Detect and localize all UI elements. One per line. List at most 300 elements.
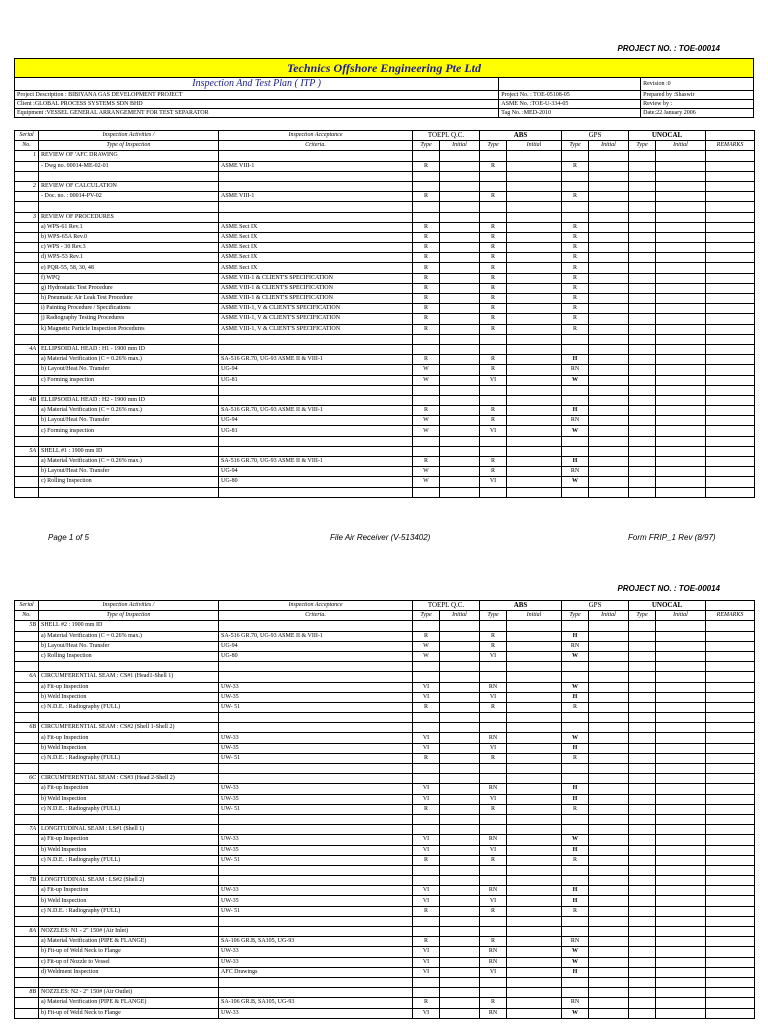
unocal-initial[interactable]	[656, 324, 706, 334]
abs-initial[interactable]	[507, 161, 562, 171]
gps-initial[interactable]	[589, 212, 629, 222]
unocal-initial[interactable]	[656, 743, 706, 753]
unocal-initial[interactable]	[656, 977, 706, 987]
remarks[interactable]	[706, 151, 755, 161]
unocal-initial[interactable]	[656, 937, 706, 947]
gps-initial[interactable]	[589, 672, 629, 682]
toepl-initial[interactable]	[440, 927, 480, 937]
abs-initial[interactable]	[507, 825, 562, 835]
abs-initial[interactable]	[507, 151, 562, 161]
remarks[interactable]	[706, 977, 755, 987]
abs-initial[interactable]	[507, 886, 562, 896]
remarks[interactable]	[706, 967, 755, 977]
gps-initial[interactable]	[589, 723, 629, 733]
remarks[interactable]	[706, 232, 755, 242]
toepl-initial[interactable]	[440, 192, 480, 202]
unocal-initial[interactable]	[656, 192, 706, 202]
remarks[interactable]	[706, 426, 755, 436]
toepl-initial[interactable]	[440, 631, 480, 641]
gps-initial[interactable]	[589, 375, 629, 385]
abs-initial[interactable]	[507, 927, 562, 937]
abs-initial[interactable]	[507, 487, 562, 497]
abs-initial[interactable]	[507, 304, 562, 314]
abs-initial[interactable]	[507, 814, 562, 824]
remarks[interactable]	[706, 804, 755, 814]
unocal-initial[interactable]	[656, 896, 706, 906]
unocal-initial[interactable]	[656, 467, 706, 477]
unocal-initial[interactable]	[656, 253, 706, 263]
remarks[interactable]	[706, 682, 755, 692]
toepl-initial[interactable]	[440, 161, 480, 171]
toepl-initial[interactable]	[440, 916, 480, 926]
toepl-initial[interactable]	[440, 641, 480, 651]
toepl-initial[interactable]	[440, 416, 480, 426]
abs-initial[interactable]	[507, 692, 562, 702]
abs-initial[interactable]	[507, 477, 562, 487]
toepl-initial[interactable]	[440, 794, 480, 804]
gps-initial[interactable]	[589, 263, 629, 273]
remarks[interactable]	[706, 192, 755, 202]
gps-initial[interactable]	[589, 916, 629, 926]
gps-initial[interactable]	[589, 651, 629, 661]
toepl-initial[interactable]	[440, 804, 480, 814]
unocal-initial[interactable]	[656, 845, 706, 855]
abs-initial[interactable]	[507, 916, 562, 926]
abs-initial[interactable]	[507, 426, 562, 436]
toepl-initial[interactable]	[440, 222, 480, 232]
unocal-initial[interactable]	[656, 753, 706, 763]
toepl-initial[interactable]	[440, 672, 480, 682]
gps-initial[interactable]	[589, 283, 629, 293]
abs-initial[interactable]	[507, 804, 562, 814]
abs-initial[interactable]	[507, 457, 562, 467]
unocal-initial[interactable]	[656, 692, 706, 702]
toepl-initial[interactable]	[440, 263, 480, 273]
gps-initial[interactable]	[589, 794, 629, 804]
gps-initial[interactable]	[589, 253, 629, 263]
abs-initial[interactable]	[507, 324, 562, 334]
gps-initial[interactable]	[589, 977, 629, 987]
gps-initial[interactable]	[589, 774, 629, 784]
toepl-initial[interactable]	[440, 753, 480, 763]
gps-initial[interactable]	[589, 192, 629, 202]
remarks[interactable]	[706, 937, 755, 947]
unocal-initial[interactable]	[656, 723, 706, 733]
remarks[interactable]	[706, 385, 755, 395]
abs-initial[interactable]	[507, 784, 562, 794]
unocal-initial[interactable]	[656, 631, 706, 641]
remarks[interactable]	[706, 947, 755, 957]
toepl-initial[interactable]	[440, 202, 480, 212]
toepl-initial[interactable]	[440, 334, 480, 344]
gps-initial[interactable]	[589, 855, 629, 865]
abs-initial[interactable]	[507, 641, 562, 651]
gps-initial[interactable]	[589, 713, 629, 723]
abs-initial[interactable]	[507, 232, 562, 242]
unocal-initial[interactable]	[656, 294, 706, 304]
unocal-initial[interactable]	[656, 1008, 706, 1018]
toepl-initial[interactable]	[440, 385, 480, 395]
unocal-initial[interactable]	[656, 416, 706, 426]
gps-initial[interactable]	[589, 896, 629, 906]
unocal-initial[interactable]	[656, 344, 706, 354]
toepl-initial[interactable]	[440, 865, 480, 875]
abs-initial[interactable]	[507, 294, 562, 304]
remarks[interactable]	[706, 662, 755, 672]
abs-initial[interactable]	[507, 1008, 562, 1018]
gps-initial[interactable]	[589, 876, 629, 886]
abs-initial[interactable]	[507, 753, 562, 763]
remarks[interactable]	[706, 355, 755, 365]
abs-initial[interactable]	[507, 855, 562, 865]
remarks[interactable]	[706, 416, 755, 426]
abs-initial[interactable]	[507, 365, 562, 375]
remarks[interactable]	[706, 446, 755, 456]
toepl-initial[interactable]	[440, 876, 480, 886]
unocal-initial[interactable]	[656, 212, 706, 222]
gps-initial[interactable]	[589, 753, 629, 763]
gps-initial[interactable]	[589, 957, 629, 967]
remarks[interactable]	[706, 774, 755, 784]
abs-initial[interactable]	[507, 621, 562, 631]
unocal-initial[interactable]	[656, 672, 706, 682]
unocal-initial[interactable]	[656, 314, 706, 324]
remarks[interactable]	[706, 896, 755, 906]
remarks[interactable]	[706, 365, 755, 375]
remarks[interactable]	[706, 865, 755, 875]
toepl-initial[interactable]	[440, 344, 480, 354]
abs-initial[interactable]	[507, 395, 562, 405]
remarks[interactable]	[706, 814, 755, 824]
remarks[interactable]	[706, 334, 755, 344]
remarks[interactable]	[706, 988, 755, 998]
toepl-initial[interactable]	[440, 845, 480, 855]
toepl-initial[interactable]	[440, 487, 480, 497]
unocal-initial[interactable]	[656, 713, 706, 723]
gps-initial[interactable]	[589, 743, 629, 753]
gps-initial[interactable]	[589, 416, 629, 426]
abs-initial[interactable]	[507, 416, 562, 426]
gps-initial[interactable]	[589, 784, 629, 794]
abs-initial[interactable]	[507, 651, 562, 661]
toepl-initial[interactable]	[440, 713, 480, 723]
abs-initial[interactable]	[507, 937, 562, 947]
abs-initial[interactable]	[507, 876, 562, 886]
unocal-initial[interactable]	[656, 202, 706, 212]
toepl-initial[interactable]	[440, 436, 480, 446]
remarks[interactable]	[706, 243, 755, 253]
abs-initial[interactable]	[507, 222, 562, 232]
remarks[interactable]	[706, 794, 755, 804]
toepl-initial[interactable]	[440, 457, 480, 467]
gps-initial[interactable]	[589, 621, 629, 631]
remarks[interactable]	[706, 825, 755, 835]
remarks[interactable]	[706, 253, 755, 263]
gps-initial[interactable]	[589, 334, 629, 344]
remarks[interactable]	[706, 273, 755, 283]
remarks[interactable]	[706, 283, 755, 293]
abs-initial[interactable]	[507, 774, 562, 784]
unocal-initial[interactable]	[656, 232, 706, 242]
toepl-initial[interactable]	[440, 784, 480, 794]
gps-initial[interactable]	[589, 865, 629, 875]
unocal-initial[interactable]	[656, 957, 706, 967]
gps-initial[interactable]	[589, 243, 629, 253]
remarks[interactable]	[706, 702, 755, 712]
remarks[interactable]	[706, 631, 755, 641]
remarks[interactable]	[706, 161, 755, 171]
unocal-initial[interactable]	[656, 927, 706, 937]
toepl-initial[interactable]	[440, 426, 480, 436]
toepl-initial[interactable]	[440, 662, 480, 672]
unocal-initial[interactable]	[656, 385, 706, 395]
remarks[interactable]	[706, 723, 755, 733]
abs-initial[interactable]	[507, 672, 562, 682]
gps-initial[interactable]	[589, 927, 629, 937]
unocal-initial[interactable]	[656, 304, 706, 314]
toepl-initial[interactable]	[440, 283, 480, 293]
gps-initial[interactable]	[589, 314, 629, 324]
unocal-initial[interactable]	[656, 273, 706, 283]
unocal-initial[interactable]	[656, 641, 706, 651]
unocal-initial[interactable]	[656, 794, 706, 804]
unocal-initial[interactable]	[656, 947, 706, 957]
abs-initial[interactable]	[507, 988, 562, 998]
abs-initial[interactable]	[507, 865, 562, 875]
abs-initial[interactable]	[507, 314, 562, 324]
remarks[interactable]	[706, 314, 755, 324]
unocal-initial[interactable]	[656, 876, 706, 886]
toepl-initial[interactable]	[440, 171, 480, 181]
unocal-initial[interactable]	[656, 906, 706, 916]
unocal-initial[interactable]	[656, 243, 706, 253]
unocal-initial[interactable]	[656, 967, 706, 977]
gps-initial[interactable]	[589, 682, 629, 692]
remarks[interactable]	[706, 344, 755, 354]
unocal-initial[interactable]	[656, 355, 706, 365]
toepl-initial[interactable]	[440, 702, 480, 712]
remarks[interactable]	[706, 651, 755, 661]
gps-initial[interactable]	[589, 365, 629, 375]
toepl-initial[interactable]	[440, 957, 480, 967]
unocal-initial[interactable]	[656, 804, 706, 814]
unocal-initial[interactable]	[656, 375, 706, 385]
gps-initial[interactable]	[589, 886, 629, 896]
toepl-initial[interactable]	[440, 1008, 480, 1018]
toepl-initial[interactable]	[440, 151, 480, 161]
gps-initial[interactable]	[589, 446, 629, 456]
remarks[interactable]	[706, 784, 755, 794]
unocal-initial[interactable]	[656, 865, 706, 875]
gps-initial[interactable]	[589, 804, 629, 814]
gps-initial[interactable]	[589, 825, 629, 835]
unocal-initial[interactable]	[656, 855, 706, 865]
gps-initial[interactable]	[589, 171, 629, 181]
toepl-initial[interactable]	[440, 998, 480, 1008]
unocal-initial[interactable]	[656, 825, 706, 835]
abs-initial[interactable]	[507, 181, 562, 191]
remarks[interactable]	[706, 222, 755, 232]
abs-initial[interactable]	[507, 794, 562, 804]
toepl-initial[interactable]	[440, 723, 480, 733]
toepl-initial[interactable]	[440, 181, 480, 191]
remarks[interactable]	[706, 395, 755, 405]
toepl-initial[interactable]	[440, 692, 480, 702]
toepl-initial[interactable]	[440, 825, 480, 835]
gps-initial[interactable]	[589, 906, 629, 916]
abs-initial[interactable]	[507, 764, 562, 774]
gps-initial[interactable]	[589, 273, 629, 283]
toepl-initial[interactable]	[440, 906, 480, 916]
toepl-initial[interactable]	[440, 467, 480, 477]
toepl-initial[interactable]	[440, 314, 480, 324]
abs-initial[interactable]	[507, 896, 562, 906]
remarks[interactable]	[706, 713, 755, 723]
remarks[interactable]	[706, 375, 755, 385]
toepl-initial[interactable]	[440, 855, 480, 865]
toepl-initial[interactable]	[440, 651, 480, 661]
gps-initial[interactable]	[589, 222, 629, 232]
remarks[interactable]	[706, 263, 755, 273]
remarks[interactable]	[706, 406, 755, 416]
toepl-initial[interactable]	[440, 273, 480, 283]
remarks[interactable]	[706, 304, 755, 314]
abs-initial[interactable]	[507, 436, 562, 446]
unocal-initial[interactable]	[656, 477, 706, 487]
remarks[interactable]	[706, 457, 755, 467]
unocal-initial[interactable]	[656, 457, 706, 467]
remarks[interactable]	[706, 202, 755, 212]
gps-initial[interactable]	[589, 294, 629, 304]
abs-initial[interactable]	[507, 263, 562, 273]
remarks[interactable]	[706, 672, 755, 682]
remarks[interactable]	[706, 906, 755, 916]
abs-initial[interactable]	[507, 273, 562, 283]
abs-initial[interactable]	[507, 967, 562, 977]
abs-initial[interactable]	[507, 845, 562, 855]
gps-initial[interactable]	[589, 947, 629, 957]
remarks[interactable]	[706, 743, 755, 753]
remarks[interactable]	[706, 181, 755, 191]
unocal-initial[interactable]	[656, 446, 706, 456]
toepl-initial[interactable]	[440, 774, 480, 784]
unocal-initial[interactable]	[656, 161, 706, 171]
gps-initial[interactable]	[589, 631, 629, 641]
abs-initial[interactable]	[507, 467, 562, 477]
gps-initial[interactable]	[589, 487, 629, 497]
remarks[interactable]	[706, 927, 755, 937]
toepl-initial[interactable]	[440, 621, 480, 631]
toepl-initial[interactable]	[440, 937, 480, 947]
gps-initial[interactable]	[589, 395, 629, 405]
remarks[interactable]	[706, 487, 755, 497]
toepl-initial[interactable]	[440, 967, 480, 977]
remarks[interactable]	[706, 621, 755, 631]
abs-initial[interactable]	[507, 835, 562, 845]
unocal-initial[interactable]	[656, 988, 706, 998]
unocal-initial[interactable]	[656, 784, 706, 794]
toepl-initial[interactable]	[440, 764, 480, 774]
gps-initial[interactable]	[589, 967, 629, 977]
gps-initial[interactable]	[589, 702, 629, 712]
remarks[interactable]	[706, 876, 755, 886]
gps-initial[interactable]	[589, 662, 629, 672]
toepl-initial[interactable]	[440, 477, 480, 487]
remarks[interactable]	[706, 324, 755, 334]
remarks[interactable]	[706, 733, 755, 743]
unocal-initial[interactable]	[656, 916, 706, 926]
remarks[interactable]	[706, 294, 755, 304]
toepl-initial[interactable]	[440, 324, 480, 334]
unocal-initial[interactable]	[656, 651, 706, 661]
abs-initial[interactable]	[507, 385, 562, 395]
toepl-initial[interactable]	[440, 743, 480, 753]
gps-initial[interactable]	[589, 151, 629, 161]
toepl-initial[interactable]	[440, 446, 480, 456]
remarks[interactable]	[706, 692, 755, 702]
unocal-initial[interactable]	[656, 886, 706, 896]
abs-initial[interactable]	[507, 682, 562, 692]
abs-initial[interactable]	[507, 906, 562, 916]
unocal-initial[interactable]	[656, 263, 706, 273]
gps-initial[interactable]	[589, 406, 629, 416]
toepl-initial[interactable]	[440, 733, 480, 743]
toepl-initial[interactable]	[440, 977, 480, 987]
gps-initial[interactable]	[589, 457, 629, 467]
unocal-initial[interactable]	[656, 283, 706, 293]
unocal-initial[interactable]	[656, 365, 706, 375]
unocal-initial[interactable]	[656, 621, 706, 631]
gps-initial[interactable]	[589, 436, 629, 446]
unocal-initial[interactable]	[656, 682, 706, 692]
abs-initial[interactable]	[507, 355, 562, 365]
gps-initial[interactable]	[589, 304, 629, 314]
abs-initial[interactable]	[507, 723, 562, 733]
unocal-initial[interactable]	[656, 436, 706, 446]
abs-initial[interactable]	[507, 957, 562, 967]
unocal-initial[interactable]	[656, 814, 706, 824]
abs-initial[interactable]	[507, 713, 562, 723]
toepl-initial[interactable]	[440, 232, 480, 242]
abs-initial[interactable]	[507, 733, 562, 743]
toepl-initial[interactable]	[440, 355, 480, 365]
toepl-initial[interactable]	[440, 835, 480, 845]
unocal-initial[interactable]	[656, 835, 706, 845]
unocal-initial[interactable]	[656, 171, 706, 181]
unocal-initial[interactable]	[656, 702, 706, 712]
remarks[interactable]	[706, 764, 755, 774]
gps-initial[interactable]	[589, 845, 629, 855]
toepl-initial[interactable]	[440, 886, 480, 896]
remarks[interactable]	[706, 845, 755, 855]
remarks[interactable]	[706, 467, 755, 477]
abs-initial[interactable]	[507, 334, 562, 344]
gps-initial[interactable]	[589, 355, 629, 365]
abs-initial[interactable]	[507, 212, 562, 222]
toepl-initial[interactable]	[440, 896, 480, 906]
unocal-initial[interactable]	[656, 662, 706, 672]
toepl-initial[interactable]	[440, 304, 480, 314]
remarks[interactable]	[706, 835, 755, 845]
unocal-initial[interactable]	[656, 395, 706, 405]
gps-initial[interactable]	[589, 835, 629, 845]
abs-initial[interactable]	[507, 344, 562, 354]
gps-initial[interactable]	[589, 232, 629, 242]
toepl-initial[interactable]	[440, 212, 480, 222]
gps-initial[interactable]	[589, 764, 629, 774]
gps-initial[interactable]	[589, 467, 629, 477]
gps-initial[interactable]	[589, 988, 629, 998]
